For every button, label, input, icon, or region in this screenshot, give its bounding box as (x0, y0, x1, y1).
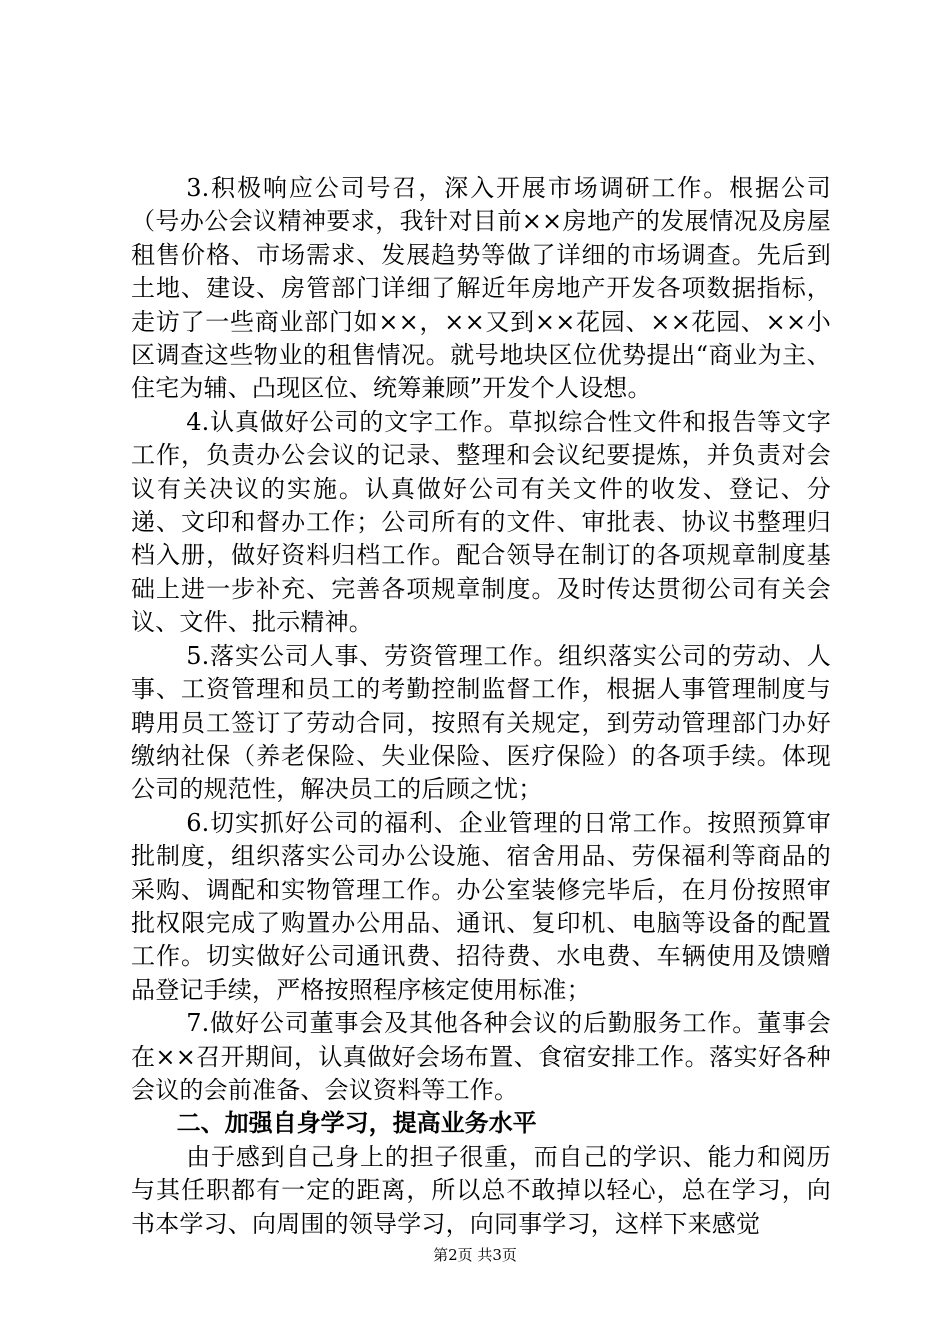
closing-paragraph: 由于感到自己身上的担子很重，而自己的学识、能力和阅历与其任职都有一定的距离，所以总不敢掉以轻心，总在学习，向书本学习、向周围的领导学习，向同事学习，这样下来感觉 (131, 1142, 831, 1238)
paragraph-4: 4.认真做好公司的文字工作。草拟综合性文件和报告等文字工作，负责办公会议的记录、整理和会议纪要提炼，并负责对会议有关决议的实施。认真做好公司有关文件的收发、登记、分递、文印和督办工作；公司所有的文件、审批表、协议书整理归档入册，做好资料归档工作。配合领导在制订的各项规章制度基础上进一步补充、完善各项规章制度。及时传达贯彻公司有关会议、文件、批示精神。 (131, 407, 831, 637)
section-heading: 二、加强自身学习，提高业务水平 (176, 1109, 537, 1138)
paragraph-6: 6.切实抓好公司的福利、企业管理的日常工作。按照预算审批制度，组织落实公司办公设施、宿舍用品、劳保福利等商品的采购、调配和实物管理工作。办公室装修完毕后，在月份按照审批权限完成了购置办公用品、通讯、复印机、电脑等设备的配置工作。切实做好公司通讯费、招待费、水电费、车辆使用及馈赠品登记手续，严格按照程序核定使用标准； (131, 808, 831, 1004)
paragraph-5: 5.落实公司人事、劳资管理工作。组织落实公司的劳动、人事、工资管理和员工的考勤控制监督工作，根据人事管理制度与聘用员工签订了劳动合同，按照有关规定，到劳动管理部门办好缴纳社保（养老保险、失业保险、医疗保险）的各项手续。体现公司的规范性，解决员工的后顾之忧； (131, 641, 831, 804)
paragraph-3: 3.积极响应公司号召，深入开展市场调研工作。根据公司（号办公会议精神要求，我针对目前××房地产的发展情况及房屋租售价格、市场需求、发展趋势等做了详细的市场调查。先后到土地、建设、房管部门详细了解近年房地产开发各项数据指标，走访了一些商业部门如××，××又到××花园、××花园、××小区调查这些物业的租售情况。就号地块区位优势提出“商业为主、住宅为辅、凸现区位、统筹兼顾”开发个人设想。 (131, 174, 831, 403)
page-number-footer: 第2页 共3页 (433, 1246, 517, 1264)
paragraph-7: 7.做好公司董事会及其他各种会议的后勤服务工作。董事会在××召开期间，认真做好会场布置、食宿安排工作。落实好各种会议的会前准备、会议资料等工作。 (131, 1009, 831, 1104)
document-body (131, 172, 831, 1241)
